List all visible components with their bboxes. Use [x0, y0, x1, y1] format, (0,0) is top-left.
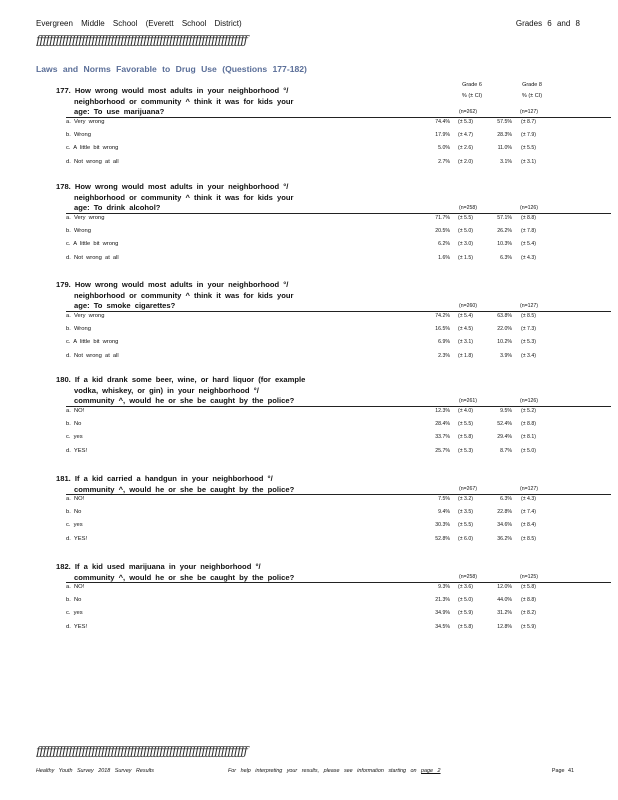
response-label: b. No — [66, 421, 82, 428]
grade8-ci: (± 8.4) — [521, 522, 536, 529]
table-row — [66, 130, 611, 141]
grade8-percent: 12.0% — [497, 584, 512, 590]
question-text — [56, 182, 311, 214]
grade8-percent: 22.8% — [497, 509, 512, 516]
response-label: c. A little bit wrong — [66, 241, 119, 248]
response-label: c. yes — [66, 522, 83, 529]
grade6-ci: (± 5.5) — [458, 522, 473, 529]
question-line: 178. How wrong would most adults in your neighborhood °/ — [56, 182, 289, 191]
grade6-percent: 12.3% — [435, 408, 450, 414]
grade6-sample-size: (n=258) — [458, 574, 478, 580]
grade6-ci: (± 3.2) — [458, 496, 473, 502]
grade8-ci: (± 7.3) — [521, 326, 536, 333]
grade8-ci: (± 5.4) — [521, 241, 536, 248]
grade8-ci: (± 5.5) — [521, 145, 536, 152]
grade6-percent: 6.9% — [438, 339, 450, 346]
table-row — [66, 595, 611, 606]
grade8-sample-size: (n=127) — [519, 486, 539, 492]
table-row — [66, 432, 611, 443]
grade6-ci: (± 5.9) — [458, 610, 473, 617]
question-line: age: To drink alcohol? — [74, 203, 161, 212]
grade6-percent: 9.3% — [438, 584, 450, 590]
question-text — [56, 375, 311, 407]
grade6-percent: 25.7% — [435, 447, 450, 454]
grade8-ci: (± 8.1) — [521, 434, 536, 441]
grade8-percent: 34.6% — [497, 522, 512, 529]
table-row — [66, 406, 611, 417]
grade6-ci: (± 3.6) — [458, 584, 473, 590]
grade6-ci: (± 5.3) — [458, 447, 473, 454]
grade6-percent: 28.4% — [435, 421, 450, 428]
grade8-ci: (± 8.2) — [521, 610, 536, 617]
table-row — [66, 117, 611, 128]
grade6-ci: (± 5.4) — [458, 313, 473, 319]
grade6-sample-size: (n=261) — [458, 398, 478, 404]
grade6-percent: 34.5% — [435, 623, 450, 630]
footer-page-number: Page 41 — [551, 768, 574, 774]
table-row — [66, 311, 611, 322]
grade8-ci: (± 3.1) — [521, 158, 536, 165]
table-row — [66, 157, 611, 168]
question-block — [56, 182, 611, 261]
grade8-sample-size: (n=127) — [519, 109, 539, 115]
grade8-percent: 31.2% — [497, 610, 512, 617]
grade6-ci: (± 1.8) — [458, 352, 473, 359]
grade8-ci: (± 5.9) — [521, 623, 536, 630]
grade6-percent: 71.7% — [435, 215, 450, 221]
grade8-ci: (± 5.8) — [521, 584, 536, 590]
table-row — [66, 608, 611, 619]
grade6-ci: (± 2.6) — [458, 145, 473, 152]
question-text — [56, 86, 311, 118]
grade6-percent: 1.6% — [438, 254, 450, 261]
grade8-ci: (± 8.5) — [521, 313, 536, 319]
grade8-ci: (± 7.4) — [521, 509, 536, 516]
response-label: d. Not wrong at all — [66, 254, 119, 261]
question-line: age: To use marijuana? — [74, 107, 165, 116]
grade6-percent: 52.8% — [435, 535, 450, 542]
question-line: 182. If a kid used marijuana in your neighborhood °/ — [56, 562, 261, 571]
response-label: b. No — [66, 509, 82, 516]
grade6-percent: 20.5% — [435, 228, 450, 235]
grade8-ci: (± 8.8) — [521, 421, 536, 428]
grade8-ci: (± 8.8) — [521, 215, 536, 221]
grade6-sample-size: (n=260) — [458, 303, 478, 309]
grade8-sample-size: (n=125) — [519, 574, 539, 580]
grade6-percent: 74.4% — [435, 119, 450, 125]
table-row — [66, 324, 611, 335]
grade6-stat-label: % (± CI) — [461, 93, 483, 99]
response-label: a. Very wrong — [66, 119, 105, 125]
footer-page-link[interactable]: page 2 — [421, 768, 441, 774]
table-row — [66, 213, 611, 224]
question-block — [56, 86, 611, 165]
question-line: community ^, would he or she be caught by the police? — [74, 484, 295, 494]
grade8-percent: 9.5% — [500, 408, 512, 414]
grade6-percent: 6.2% — [438, 241, 450, 248]
grade6-percent: 9.4% — [438, 509, 450, 516]
question-line: community ^, would he or she be caught by the police? — [74, 572, 295, 582]
question-line: 180. If a kid drank some beer, wine, or hard liquor (for example — [56, 375, 306, 384]
question-block — [56, 474, 611, 542]
grade8-percent: 12.8% — [497, 623, 512, 630]
question-line: 177. How wrong would most adults in your neighborhood °/ — [56, 86, 289, 95]
grade6-percent: 30.3% — [435, 522, 450, 529]
grade8-percent: 28.3% — [497, 132, 512, 139]
table-row — [66, 337, 611, 348]
grade8-percent: 26.2% — [497, 228, 512, 235]
grade8-percent: 57.1% — [497, 215, 512, 221]
table-row — [66, 507, 611, 518]
table-row — [66, 143, 611, 154]
grade6-percent: 74.2% — [435, 313, 450, 319]
grade8-ci: (± 4.3) — [521, 496, 536, 502]
response-label: a. NO! — [66, 584, 85, 590]
footer-help-text — [228, 768, 441, 774]
grade6-ci: (± 6.0) — [458, 535, 473, 542]
grade6-ci: (± 5.3) — [458, 119, 473, 125]
question-line: 181. If a kid carried a handgun in your neighborhood °/ — [56, 474, 273, 483]
footer-help-label: For help interpreting your results, please see information starting on — [228, 768, 417, 774]
grade6-ci: (± 4.5) — [458, 326, 473, 333]
table-row — [66, 446, 611, 457]
question-line: age: To smoke cigarettes? — [74, 301, 176, 310]
page-header-right: Grades 6 and 8 — [515, 19, 580, 28]
grade6-ci: (± 3.5) — [458, 509, 473, 516]
grade6-sample-size: (n=267) — [458, 486, 478, 492]
question-block — [56, 562, 611, 630]
question-text — [56, 474, 311, 495]
grade8-percent: 10.2% — [497, 339, 512, 346]
question-block — [56, 280, 611, 359]
table-row — [66, 582, 611, 593]
grade8-ci: (± 4.3) — [521, 254, 536, 261]
grade6-sample-size: (n=262) — [458, 109, 478, 115]
table-row — [66, 622, 611, 633]
table-row — [66, 253, 611, 264]
response-label: c. yes — [66, 610, 83, 617]
question-block — [56, 375, 611, 454]
grade8-ci: (± 7.8) — [521, 228, 536, 235]
grade6-ci: (± 4.0) — [458, 408, 473, 414]
grade8-percent: 8.7% — [500, 447, 512, 454]
response-label: a. Very wrong — [66, 215, 105, 221]
grade6-percent: 2.3% — [438, 352, 450, 359]
grade6-ci: (± 5.5) — [458, 215, 473, 221]
question-line: neighborhood or community ^ think it was for kids your — [74, 290, 294, 300]
grade6-ci: (± 5.5) — [458, 421, 473, 428]
response-label: a. Very wrong — [66, 313, 105, 319]
grade6-title: Grade 6 — [462, 82, 482, 88]
grade8-title: Grade 8 — [522, 82, 542, 88]
question-line: community ^, would he or she be caught by the police? — [74, 396, 295, 405]
grade6-ci: (± 5.8) — [458, 434, 473, 441]
response-label: a. NO! — [66, 496, 85, 502]
grade8-ci: (± 3.4) — [521, 352, 536, 359]
response-label: b. Wrong — [66, 132, 91, 139]
grade6-ci: (± 4.7) — [458, 132, 473, 139]
response-label: d. Not wrong at all — [66, 352, 119, 359]
grade6-percent: 16.5% — [435, 326, 450, 333]
grade6-sample-size: (n=258) — [458, 205, 478, 211]
table-row — [66, 520, 611, 531]
grade8-percent: 44.0% — [497, 597, 512, 604]
response-label: d. Not wrong at all — [66, 158, 119, 165]
footer-survey-title: Healthy Youth Survey 2018 Survey Results — [36, 768, 154, 774]
grade8-ci: (± 7.9) — [521, 132, 536, 139]
grade6-ci: (± 3.1) — [458, 339, 473, 346]
question-text — [56, 280, 311, 312]
table-row — [66, 494, 611, 505]
response-label: d. YES! — [66, 535, 88, 542]
grade8-percent: 63.8% — [497, 313, 512, 319]
response-label: d. YES! — [66, 623, 88, 630]
decorative-rule-top: ƒƒƒƒƒƒƒƒƒƒƒƒƒƒƒƒƒƒƒƒƒƒƒƒƒƒƒƒƒƒƒƒƒƒƒƒƒƒƒƒƒƒƒƒƒƒƒƒƒƒƒƒƒƒƒƒƒƒƒƒƒƒƒƒƒ — [36, 33, 247, 47]
grade8-ci: (± 5.0) — [521, 447, 536, 454]
response-label: a. NO! — [66, 408, 85, 414]
grade8-stat-label: % (± CI) — [521, 93, 543, 99]
page-header-left — [36, 19, 242, 28]
grade6-percent: 7.5% — [438, 496, 450, 502]
grade6-ci: (± 2.0) — [458, 158, 473, 165]
grade8-ci: (± 8.7) — [521, 119, 536, 125]
grade6-percent: 17.9% — [435, 132, 450, 139]
grade8-sample-size: (n=127) — [519, 303, 539, 309]
grade8-percent: 57.5% — [497, 119, 512, 125]
grade8-percent: 6.3% — [500, 254, 512, 261]
grade6-ci: (± 5.8) — [458, 623, 473, 630]
grade8-percent: 36.2% — [497, 535, 512, 542]
section-title: Laws and Norms Favorable to Drug Use (Questions 177-182) — [36, 64, 307, 74]
grade6-percent: 2.7% — [438, 158, 450, 165]
response-label: c. A little bit wrong — [66, 339, 119, 346]
grade8-ci: (± 8.5) — [521, 535, 536, 542]
grade8-percent: 3.9% — [500, 352, 512, 359]
response-label: b. Wrong — [66, 228, 91, 235]
grade6-percent: 33.7% — [435, 434, 450, 441]
grade8-ci: (± 5.2) — [521, 408, 536, 414]
grade8-percent: 29.4% — [497, 434, 512, 441]
response-label: b. No — [66, 597, 82, 604]
grade6-ci: (± 5.0) — [458, 228, 473, 235]
grade6-percent: 21.3% — [435, 597, 450, 604]
grade6-ci: (± 3.0) — [458, 241, 473, 248]
question-line: neighborhood or community ^ think it was for kids your — [74, 96, 294, 106]
grade6-ci: (± 5.0) — [458, 597, 473, 604]
response-label: d. YES! — [66, 447, 88, 454]
question-line: vodka, whiskey, or gin) in your neighborhood °/ — [74, 385, 259, 395]
grade8-percent: 6.3% — [500, 496, 512, 502]
grade6-percent: 34.9% — [435, 610, 450, 617]
table-row — [66, 419, 611, 430]
grade8-sample-size: (n=126) — [519, 398, 539, 404]
grade6-ci: (± 1.5) — [458, 254, 473, 261]
question-line: neighborhood or community ^ think it was for kids your — [74, 192, 294, 202]
grade8-ci: (± 8.8) — [521, 597, 536, 604]
grade8-sample-size: (n=126) — [519, 205, 539, 211]
grade8-percent: 11.0% — [497, 145, 512, 152]
grade8-percent: 22.0% — [497, 326, 512, 333]
table-row — [66, 226, 611, 237]
table-row — [66, 351, 611, 362]
decorative-rule-bottom: ƒƒƒƒƒƒƒƒƒƒƒƒƒƒƒƒƒƒƒƒƒƒƒƒƒƒƒƒƒƒƒƒƒƒƒƒƒƒƒƒƒƒƒƒƒƒƒƒƒƒƒƒƒƒƒƒƒƒƒƒƒƒƒƒƒ — [36, 744, 247, 758]
question-line: 179. How wrong would most adults in your neighborhood °/ — [56, 280, 289, 289]
table-row — [66, 239, 611, 250]
grade6-percent: 5.0% — [438, 145, 450, 152]
grade8-percent: 10.3% — [497, 241, 512, 248]
school-name: Evergreen Middle School (Everett School District) — [36, 19, 242, 28]
grade8-ci: (± 5.3) — [521, 339, 536, 346]
grade8-percent: 3.1% — [500, 158, 512, 165]
response-label: b. Wrong — [66, 326, 91, 333]
table-row — [66, 534, 611, 545]
grade8-percent: 52.4% — [497, 421, 512, 428]
question-text — [56, 562, 311, 583]
response-label: c. yes — [66, 434, 83, 441]
response-label: c. A little bit wrong — [66, 145, 119, 152]
